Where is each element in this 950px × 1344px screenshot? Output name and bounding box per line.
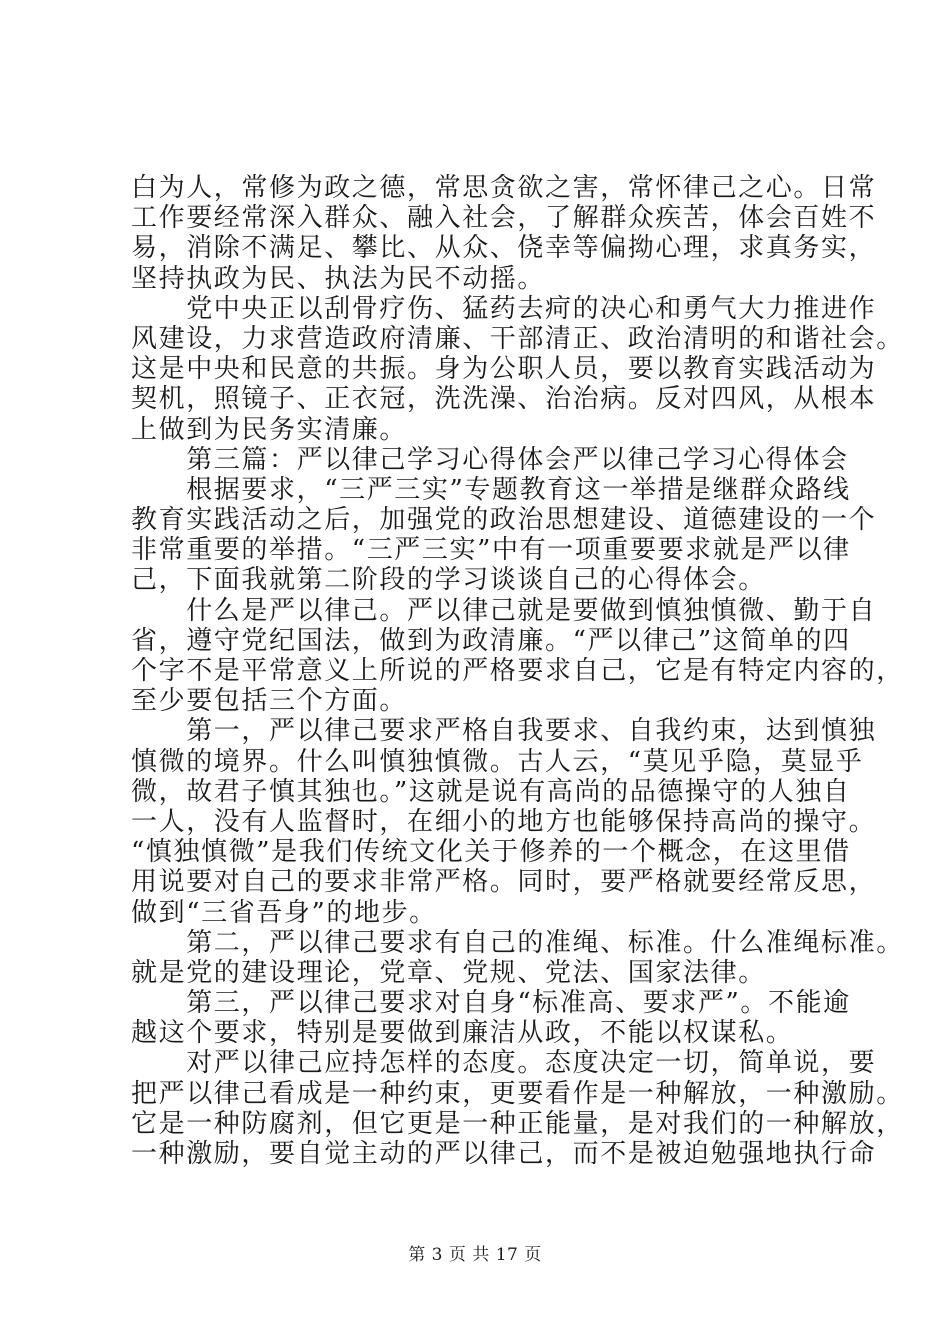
- text-line: 省，遵守党纪国法，做到为政清廉。“严以律己”这简单的四: [131, 625, 851, 656]
- section-heading: 第三篇：严以律己学习心得体会严以律己学习心得体会: [131, 444, 849, 475]
- text-line: 第三，严以律己要求对自身“标准高、要求严”。不能逾: [131, 988, 851, 1019]
- text-line: 党中央正以刮骨疗伤、猛药去疴的决心和勇气大力推进作: [131, 293, 877, 324]
- text-line: 易，消除不满足、攀比、从众、侥幸等偏拗心理，求真务实，: [131, 233, 877, 264]
- text-line: 越这个要求，特别是要做到廉洁从政，不能以权谋私。: [131, 1018, 794, 1049]
- text-line: 上做到为民务实清廉。: [131, 414, 408, 445]
- text-line: 一种激励，要自觉主动的严以律己，而不是被迫勉强地执行命: [131, 1139, 877, 1169]
- text-line: 用说要对自己的要求非常严格。同时，要严格就要经常反思，: [131, 867, 877, 898]
- text-line: 白为人，常修为政之德，常思贪欲之害，常怀律己之心。日常: [131, 173, 877, 203]
- text-line: 工作要经常深入群众、融入社会，了解群众疾苦，体会百姓不: [131, 203, 877, 234]
- text-line: 慎微的境界。什么叫慎独慎微。古人云，“莫见乎隐，莫显乎: [131, 746, 864, 777]
- text-line: 做到“三省吾身”的地步。: [131, 897, 437, 928]
- text-line: 个字不是平常意义上所说的严格要求自己，它是有特定内容的，: [131, 656, 904, 686]
- text-line: 第一，严以律己要求严格自我要求、自我约束，达到慎独: [131, 716, 877, 747]
- text-line: 契机，照镜子、正衣冠，洗洗澡、治治病。反对四风，从根本: [131, 384, 877, 415]
- text-line: 就是党的建设理论，党章、党规、党法、国家法律。: [131, 957, 766, 988]
- text-line: 它是一种防腐剂，但它更是一种正能量，是对我们的一种解放，: [131, 1108, 904, 1139]
- text-line: 根据要求，“三严三实”专题教育这一举措是继群众路线: [131, 474, 851, 505]
- page-number-footer: 第 3 页 共 17 页: [408, 1245, 542, 1265]
- text-line: 对严以律己应持怎样的态度。态度决定一切，简单说，要: [131, 1048, 877, 1079]
- text-line: 己，下面我就第二阶段的学习谈谈自己的心得体会。: [131, 565, 766, 596]
- text-line: “慎独慎微”是我们传统文化关于修养的一个概念，在这里借: [131, 837, 851, 868]
- text-line: 微，故君子慎其独也。”这就是说有高尚的品德操守的人独自: [131, 776, 851, 807]
- text-line: 风建设，力求营造政府清廉、干部清正、政治清明的和谐社会。: [131, 323, 904, 354]
- text-line: 这是中央和民意的共振。身为公职人员，要以教育实践活动为: [131, 354, 877, 385]
- text-line: 什么是严以律己。严以律己就是要做到慎独慎微、勤于自: [131, 595, 877, 626]
- text-line: 教育实践活动之后，加强党的政治思想建设、道德建设的一个: [131, 505, 877, 536]
- text-line: 一人，没有人监督时，在细小的地方也能够保持高尚的操守。: [131, 806, 877, 837]
- text-line: 把严以律己看成是一种约束，更要看作是一种解放，一种激励。: [131, 1078, 904, 1109]
- text-line: 非常重要的举措。“三严三实”中有一项重要要求就是严以律: [131, 535, 851, 566]
- document-body: [131, 173, 904, 1169]
- text-line: 第二，严以律己要求有自己的准绳、标准。什么准绳标准。: [131, 927, 904, 958]
- text-line: 坚持执政为民、执法为民不动摇。: [131, 263, 546, 294]
- text-line: 至少要包括三个方面。: [131, 686, 408, 717]
